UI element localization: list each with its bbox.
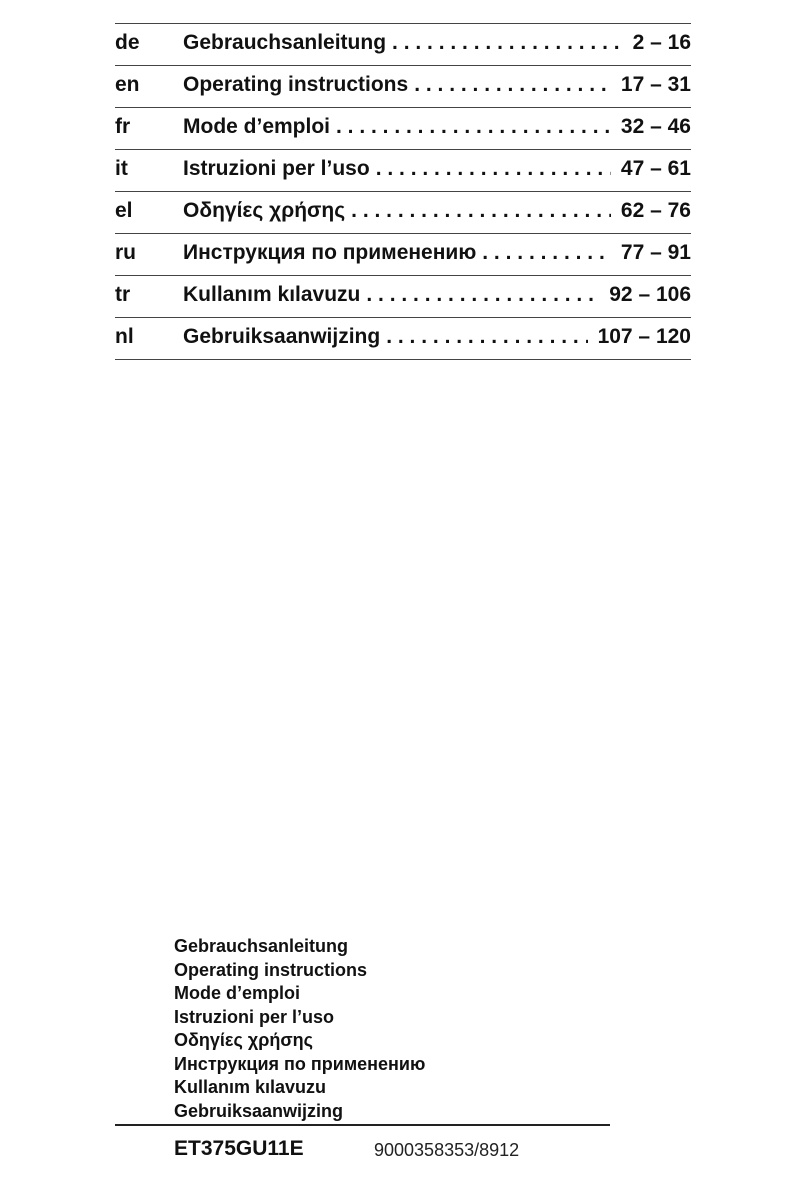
manual-title: Kullanım kılavuzu bbox=[174, 1077, 327, 1097]
toc-row-it[interactable] bbox=[115, 150, 691, 192]
toc-row-en[interactable] bbox=[115, 66, 691, 108]
toc-row-tr[interactable] bbox=[115, 276, 691, 318]
page-range: 107 – 120 bbox=[597, 325, 691, 348]
page-range: 62 – 76 bbox=[620, 199, 691, 222]
toc-row-el[interactable] bbox=[115, 192, 691, 234]
model-number: ET375GU11E bbox=[174, 1137, 304, 1160]
language-code: en bbox=[115, 73, 140, 96]
toc-title: Istruzioni per l’uso bbox=[183, 157, 370, 180]
language-code: ru bbox=[115, 241, 136, 264]
manual-title: Mode d’emploi bbox=[174, 983, 300, 1003]
language-code: fr bbox=[115, 115, 131, 138]
footer-divider bbox=[115, 1124, 610, 1126]
dot-leader bbox=[345, 199, 611, 223]
language-code: nl bbox=[115, 325, 134, 348]
dot-leader bbox=[386, 31, 623, 55]
manual-titles-list bbox=[174, 935, 425, 1123]
manual-title: Gebruiksaanwijzing bbox=[174, 1100, 344, 1121]
language-code: it bbox=[115, 157, 128, 180]
dot-leader bbox=[330, 115, 611, 139]
dot-leader bbox=[408, 73, 611, 97]
page-range: 17 – 31 bbox=[620, 73, 691, 96]
toc-row-nl[interactable] bbox=[115, 318, 691, 360]
page-range: 47 – 61 bbox=[620, 157, 691, 180]
dot-leader bbox=[360, 283, 599, 307]
manual-title: Istruzioni per l’uso bbox=[174, 1006, 335, 1027]
toc-row-ru[interactable] bbox=[115, 234, 691, 276]
language-code: el bbox=[115, 199, 133, 222]
page-range: 2 – 16 bbox=[632, 31, 691, 54]
toc-row-de[interactable] bbox=[115, 24, 691, 66]
page-range: 77 – 91 bbox=[620, 241, 691, 264]
language-code: de bbox=[115, 31, 140, 54]
toc-title: Gebruiksaanwijzing bbox=[183, 325, 381, 348]
toc-title: Gebrauchsanleitung bbox=[183, 31, 387, 54]
table-of-contents bbox=[115, 23, 691, 360]
dot-leader bbox=[370, 157, 611, 181]
dot-leader bbox=[380, 325, 587, 349]
manual-title: Gebrauchsanleitung bbox=[174, 936, 349, 956]
toc-title: Mode d’emploi bbox=[183, 115, 330, 138]
document-number: 9000358353/8912 bbox=[374, 1140, 520, 1160]
page-range: 92 – 106 bbox=[609, 283, 691, 306]
toc-title: Οδηγίες χρήσης bbox=[183, 199, 346, 222]
manual-title: Инструкция по применению bbox=[174, 1053, 426, 1074]
toc-title: Инструкция по применению bbox=[183, 241, 477, 264]
manual-title: Οδηγίες χρήσης bbox=[174, 1030, 313, 1050]
language-code: tr bbox=[115, 283, 131, 306]
manual-title: Operating instructions bbox=[174, 959, 368, 980]
toc-title: Kullanım kılavuzu bbox=[183, 283, 361, 306]
toc-title: Operating instructions bbox=[183, 73, 409, 96]
page-range: 32 – 46 bbox=[620, 115, 691, 138]
toc-row-fr[interactable] bbox=[115, 108, 691, 150]
dot-leader bbox=[476, 241, 611, 265]
